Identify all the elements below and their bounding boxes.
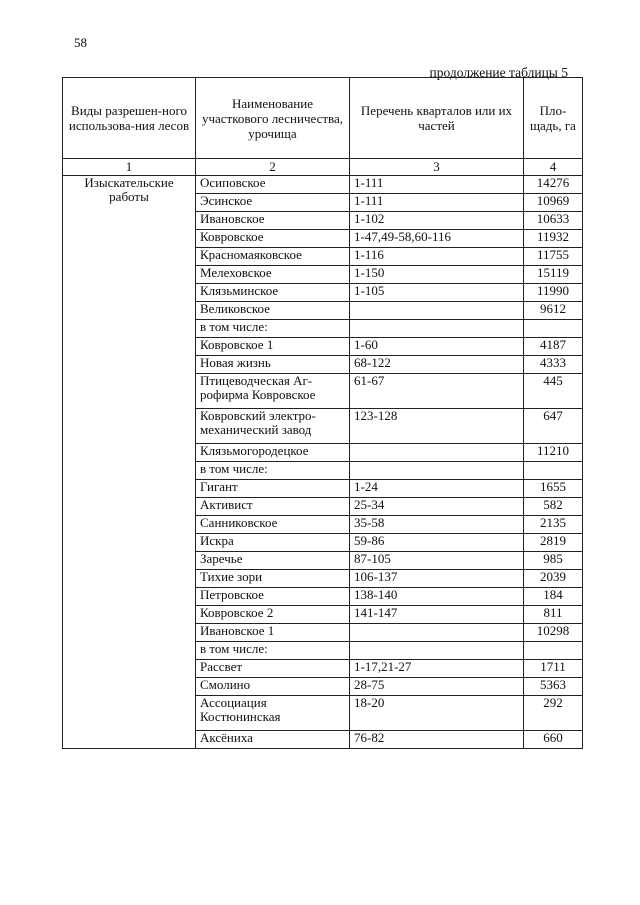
quarters-cell: 35-58: [350, 516, 524, 534]
quarters-cell: 25-34: [350, 498, 524, 516]
area-cell: 647: [524, 409, 583, 444]
forestry-name-cell: Искра: [196, 534, 350, 552]
area-cell: 582: [524, 498, 583, 516]
quarters-cell: 18-20: [350, 696, 524, 731]
quarters-cell: 1-102: [350, 212, 524, 230]
area-cell: 9612: [524, 302, 583, 320]
quarters-cell: 106-137: [350, 570, 524, 588]
table-row: [63, 176, 583, 194]
area-cell: [524, 462, 583, 480]
quarters-cell: 1-24: [350, 480, 524, 498]
area-cell: 2135: [524, 516, 583, 534]
area-cell: [524, 320, 583, 338]
column-number-row: [63, 159, 583, 176]
forestry-name-cell: Ассоциация Костюнинская: [196, 696, 350, 731]
area-cell: 184: [524, 588, 583, 606]
forestry-name-cell: Тихие зори: [196, 570, 350, 588]
forestry-name-cell: Петровское: [196, 588, 350, 606]
forestry-name-cell: Клязьмогородецкое: [196, 444, 350, 462]
area-cell: 10633: [524, 212, 583, 230]
quarters-cell: 1-17,21-27: [350, 660, 524, 678]
forestry-name-cell: Санниковское: [196, 516, 350, 534]
column-number: 2: [196, 159, 350, 176]
quarters-cell: 61-67: [350, 374, 524, 409]
forestry-name-cell: Осиповское: [196, 176, 350, 194]
forestry-name-cell: Красномаяковское: [196, 248, 350, 266]
forestry-name-cell: Ковровское 2: [196, 606, 350, 624]
forestry-name-cell: Смолино: [196, 678, 350, 696]
area-cell: 660: [524, 731, 583, 749]
forestry-name-cell: Ивановское: [196, 212, 350, 230]
area-cell: 10298: [524, 624, 583, 642]
table-body: [63, 176, 583, 749]
forestry-name-cell: Гигант: [196, 480, 350, 498]
quarters-cell: 1-116: [350, 248, 524, 266]
forest-usage-table: [62, 77, 583, 749]
area-cell: 11990: [524, 284, 583, 302]
header-area: Пло-щадь, га: [524, 78, 583, 159]
forestry-name-cell: Ковровское 1: [196, 338, 350, 356]
quarters-cell: 87-105: [350, 552, 524, 570]
area-cell: 11755: [524, 248, 583, 266]
forestry-name-cell: Заречье: [196, 552, 350, 570]
area-cell: [524, 642, 583, 660]
area-cell: 10969: [524, 194, 583, 212]
area-cell: 2819: [524, 534, 583, 552]
quarters-cell: 1-105: [350, 284, 524, 302]
header-forestry-name: Наименование участкового лесничества, урочища: [196, 78, 350, 159]
area-cell: 2039: [524, 570, 583, 588]
area-cell: 4333: [524, 356, 583, 374]
header-usage-type: Виды разрешен-ного использова-ния лесов: [63, 78, 196, 159]
forestry-name-cell: Ковровское: [196, 230, 350, 248]
forestry-name-cell: Эсинское: [196, 194, 350, 212]
quarters-cell: 1-47,49-58,60-116: [350, 230, 524, 248]
quarters-cell: 28-75: [350, 678, 524, 696]
area-cell: 5363: [524, 678, 583, 696]
area-cell: 292: [524, 696, 583, 731]
forestry-name-cell: в том числе:: [196, 320, 350, 338]
quarters-cell: 1-60: [350, 338, 524, 356]
column-number: 3: [350, 159, 524, 176]
column-number: 4: [524, 159, 583, 176]
quarters-cell: 141-147: [350, 606, 524, 624]
quarters-cell: 1-111: [350, 176, 524, 194]
quarters-cell: 1-150: [350, 266, 524, 284]
forestry-name-cell: Великовское: [196, 302, 350, 320]
table-continuation-caption: продолжение таблицы 5: [429, 65, 568, 80]
area-cell: 4187: [524, 338, 583, 356]
quarters-cell: [350, 642, 524, 660]
area-cell: 445: [524, 374, 583, 409]
quarters-cell: [350, 624, 524, 642]
area-cell: 1655: [524, 480, 583, 498]
header-row: [63, 78, 583, 159]
forestry-name-cell: Птицеводческая Аг-рофирма Ковровское: [196, 374, 350, 409]
page-number: 58: [74, 35, 87, 50]
quarters-cell: 59-86: [350, 534, 524, 552]
forestry-name-cell: Новая жизнь: [196, 356, 350, 374]
quarters-cell: 138-140: [350, 588, 524, 606]
forestry-name-cell: Ивановское 1: [196, 624, 350, 642]
forestry-name-cell: Рассвет: [196, 660, 350, 678]
usage-type-cell: Изыскательские работы: [63, 176, 196, 749]
forestry-name-cell: Клязьминское: [196, 284, 350, 302]
area-cell: 15119: [524, 266, 583, 284]
quarters-cell: [350, 444, 524, 462]
quarters-cell: 68-122: [350, 356, 524, 374]
forestry-name-cell: Аксёниха: [196, 731, 350, 749]
header-quarters: Перечень кварталов или их частей: [350, 78, 524, 159]
area-cell: 811: [524, 606, 583, 624]
quarters-cell: 123-128: [350, 409, 524, 444]
quarters-cell: [350, 462, 524, 480]
forestry-name-cell: Ковровский электро-механический завод: [196, 409, 350, 444]
forestry-name-cell: в том числе:: [196, 462, 350, 480]
quarters-cell: 76-82: [350, 731, 524, 749]
area-cell: 985: [524, 552, 583, 570]
quarters-cell: [350, 320, 524, 338]
forestry-name-cell: в том числе:: [196, 642, 350, 660]
column-number: 1: [63, 159, 196, 176]
forestry-name-cell: Активист: [196, 498, 350, 516]
forestry-name-cell: Мелеховское: [196, 266, 350, 284]
area-cell: 11932: [524, 230, 583, 248]
area-cell: 11210: [524, 444, 583, 462]
area-cell: 14276: [524, 176, 583, 194]
quarters-cell: [350, 302, 524, 320]
area-cell: 1711: [524, 660, 583, 678]
quarters-cell: 1-111: [350, 194, 524, 212]
